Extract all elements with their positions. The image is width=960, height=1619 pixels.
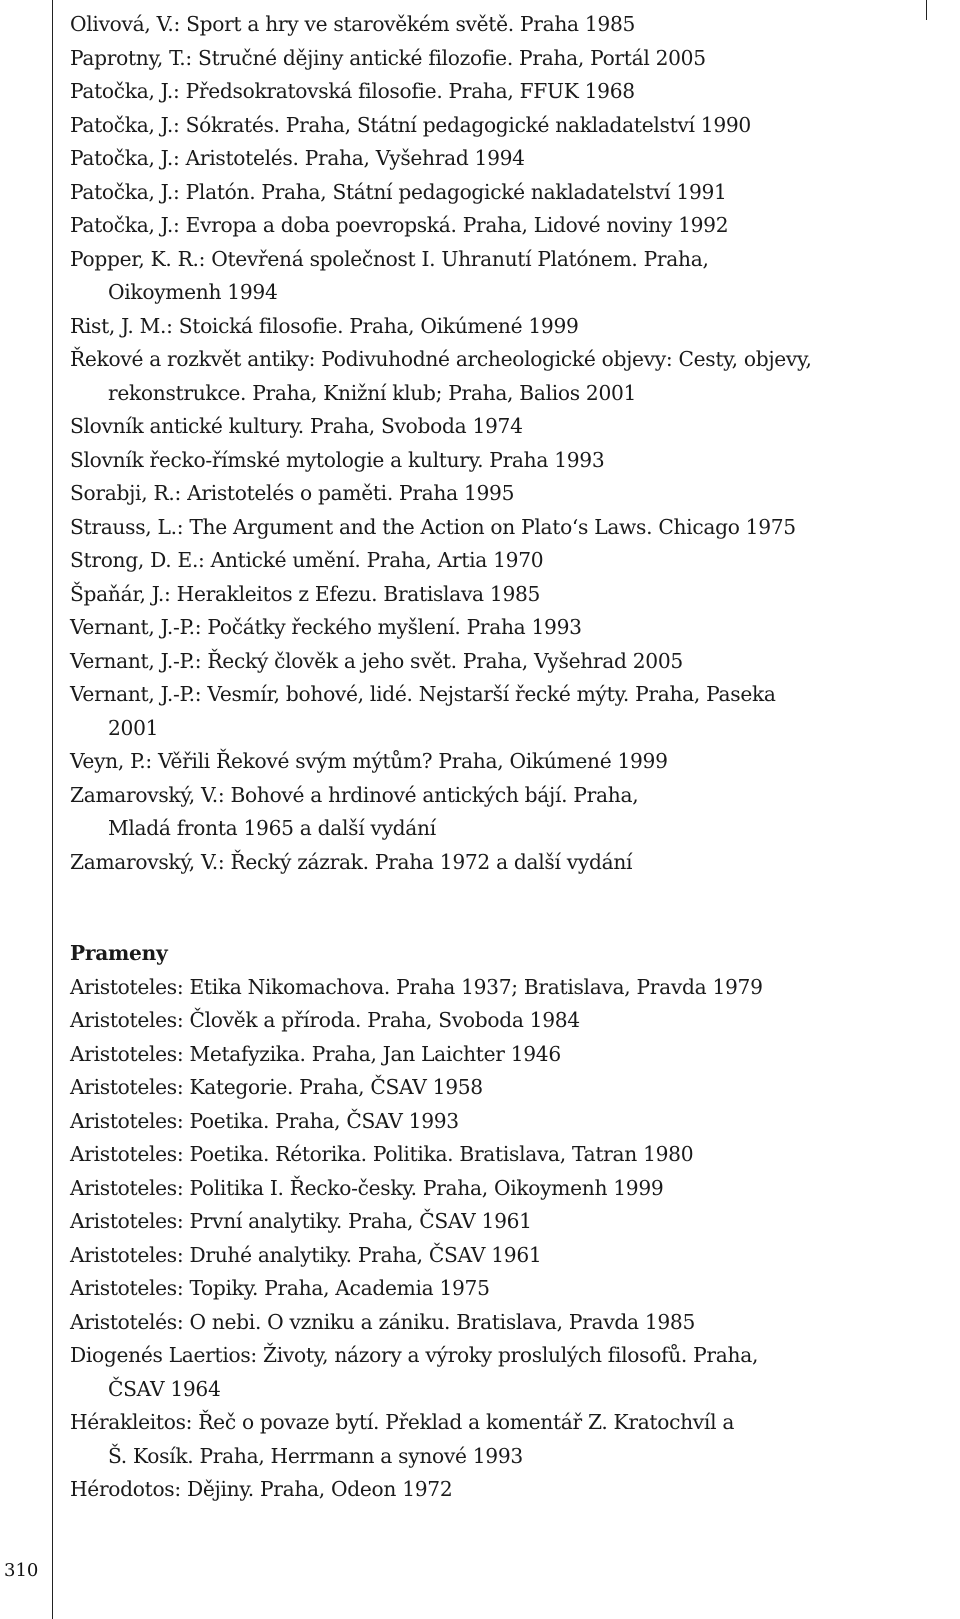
bibliography-entry: [70, 1473, 920, 1507]
entry-line: Mladá fronta 1965 a další vydání: [108, 816, 436, 840]
bibliography-entry: [70, 611, 920, 645]
entry-line: Aristoteles: Druhé analytiky. Praha, ČSAV 1961: [70, 1242, 542, 1267]
bibliography-entry: [70, 1306, 920, 1340]
bibliography-entry: [70, 1205, 920, 1239]
entry-line: Rist, J. M.: Stoická filosofie. Praha, Oikúmené 1999: [70, 313, 579, 338]
bibliography-entry: [70, 1071, 920, 1105]
bibliography-entry: [70, 209, 920, 243]
entry-line: Aristoteles: Kategorie. Praha, ČSAV 1958: [70, 1075, 483, 1099]
entry-line: Vernant, J.-P.: Počátky řeckého myšlení. Praha 1993: [70, 615, 582, 639]
entry-line: Vernant, J.-P.: Vesmír, bohové, lidé. Nejstarší řecké mýty. Praha, Paseka: [70, 682, 776, 706]
bibliography-entry: [70, 1239, 920, 1273]
bibliography-entry: [70, 645, 920, 679]
entry-line: Hérakleitos: Řeč o povaze bytí. Překlad a komentář Z. Kratochvíl a: [70, 1410, 735, 1434]
entry-line: Aristoteles: Politika I. Řecko-česky. Praha, Oikoymenh 1999: [70, 1175, 664, 1200]
bibliography-entry: [70, 1339, 920, 1406]
entry-line: Patočka, J.: Sókratés. Praha, Státní pedagogické nakladatelství 1990: [70, 112, 751, 137]
bibliography-entry: [70, 1272, 920, 1306]
entry-line: Špaňár, J.: Herakleitos z Efezu. Bratislava 1985: [70, 581, 541, 606]
entry-line: Patočka, J.: Aristotelés. Praha, Vyšehrad 1994: [70, 146, 525, 170]
bibliography-entry: [70, 75, 920, 109]
entry-line: Oikoymenh 1994: [108, 280, 278, 304]
entry-line: Popper, K. R.: Otevřená společnost I. Uhranutí Platónem. Praha,: [70, 246, 709, 271]
bibliography-entry: [70, 410, 920, 444]
entry-line: Aristoteles: Etika Nikomachova. Praha 1937; Bratislava, Pravda 1979: [70, 974, 763, 999]
entry-line: Aristoteles: Metafyzika. Praha, Jan Laichter 1946: [70, 1041, 561, 1066]
entry-line: Zamarovský, V.: Řecký zázrak. Praha 1972 a další vydání: [70, 849, 633, 874]
bibliography-entry: [70, 1004, 920, 1038]
entry-line: Zamarovský, V.: Bohové a hrdinové antických bájí. Praha,: [70, 782, 639, 807]
entry-line: Paprotny, T.: Stručné dějiny antické filozofie. Praha, Portál 2005: [70, 45, 706, 70]
literature-list: [70, 8, 920, 879]
bibliography-entry: [70, 243, 920, 310]
bibliography-entry: [70, 578, 920, 612]
entry-line: Slovník antické kultury. Praha, Svoboda 1974: [70, 414, 523, 438]
bibliography-entry: [70, 1172, 920, 1206]
bibliography-entry: [70, 477, 920, 511]
bibliography-entry: [70, 109, 920, 143]
entry-line: 2001: [108, 715, 159, 740]
bibliography-entry: [70, 42, 920, 76]
entry-line: Vernant, J.-P.: Řecký člověk a jeho svět. Praha, Vyšehrad 2005: [70, 648, 683, 673]
bibliography-entry: [70, 176, 920, 210]
bibliography-entry: [70, 1406, 920, 1473]
bibliography-entry: [70, 1105, 920, 1139]
sources-list: [70, 971, 920, 1507]
entry-line: Patočka, J.: Předsokratovská filosofie. Praha, FFUK 1968: [70, 79, 635, 103]
entry-line: Aristotelés: O nebi. O vzniku a zániku. Bratislava, Pravda 1985: [70, 1309, 695, 1334]
entry-line: Patočka, J.: Platón. Praha, Státní pedagogické nakladatelství 1991: [70, 179, 727, 204]
entry-line: Patočka, J.: Evropa a doba poevropská. Praha, Lidové noviny 1992: [70, 213, 729, 237]
bibliography-entry: [70, 544, 920, 578]
bibliography-entry: [70, 343, 920, 410]
entry-line: Aristoteles: Člověk a příroda. Praha, Svoboda 1984: [70, 1008, 580, 1032]
entry-line: ČSAV 1964: [108, 1376, 221, 1401]
bibliography-entry: [70, 142, 920, 176]
bibliography-entry: [70, 1038, 920, 1072]
bibliography-entry: [70, 678, 920, 745]
bibliography-entry: [70, 511, 920, 545]
entry-line: Diogenés Laertios: Životy, názory a výroky proslulých filosofů. Praha,: [70, 1343, 759, 1367]
entry-line: Aristoteles: První analytiky. Praha, ČSAV 1961: [70, 1209, 532, 1233]
bibliography: [70, 8, 920, 1507]
entry-line: Aristoteles: Poetika. Praha, ČSAV 1993: [70, 1108, 459, 1133]
bibliography-entry: [70, 8, 920, 42]
bibliography-entry: [70, 1138, 920, 1172]
entry-line: Řekové a rozkvět antiky: Podivuhodné archeologické objevy: Cesty, objevy,: [70, 347, 812, 371]
entry-line: Slovník řecko-římské mytologie a kultury. Praha 1993: [70, 447, 605, 472]
entry-line: rekonstrukce. Praha, Knižní klub; Praha, Balios 2001: [108, 380, 637, 405]
bibliography-entry: [70, 779, 920, 846]
top-right-rule: [926, 0, 927, 20]
entry-line: Š. Kosík. Praha, Herrmann a synové 1993: [108, 1443, 523, 1468]
entry-line: Hérodotos: Dějiny. Praha, Odeon 1972: [70, 1477, 453, 1501]
bibliography-entry: [70, 444, 920, 478]
entry-line: Veyn, P.: Věřili Řekové svým mýtům? Praha, Oikúmené 1999: [70, 749, 668, 773]
page-number: 310: [4, 1560, 39, 1581]
bibliography-entry: [70, 971, 920, 1005]
bibliography-entry: [70, 745, 920, 779]
bibliography-entry: [70, 846, 920, 880]
entry-line: Aristoteles: Poetika. Rétorika. Politika. Bratislava, Tatran 1980: [70, 1142, 694, 1166]
sources-heading: Prameny: [70, 941, 168, 965]
entry-line: Olivová, V.: Sport a hry ve starověkém světě. Praha 1985: [70, 12, 636, 36]
entry-line: Strong, D. E.: Antické umění. Praha, Artia 1970: [70, 548, 544, 572]
bibliography-entry: [70, 310, 920, 344]
entry-line: Sorabji, R.: Aristotelés o paměti. Praha 1995: [70, 481, 515, 505]
entry-line: Aristoteles: Topiky. Praha, Academia 1975: [70, 1276, 490, 1300]
left-margin-rule: [52, 0, 53, 1619]
entry-line: Strauss, L.: The Argument and the Action on Plato‘s Laws. Chicago 1975: [70, 514, 796, 539]
